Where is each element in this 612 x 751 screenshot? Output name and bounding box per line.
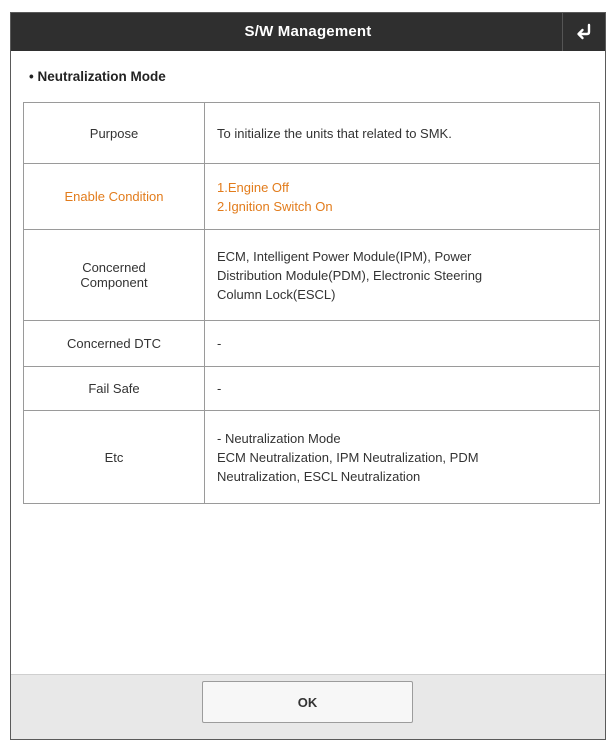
table-row [24,411,600,504]
title-bar [11,13,605,51]
sw-management-dialog [10,12,606,740]
row-value: 1.Engine Off 2.Ignition Switch On [205,164,600,230]
row-value: - [205,321,600,367]
dialog-footer [11,674,605,739]
table-row [24,230,600,321]
table-row [24,367,600,411]
row-key: Concerned Component [24,230,205,321]
row-key: Purpose [24,103,205,164]
dialog-title: S/W Management [244,23,372,40]
table-row [24,164,600,230]
table-row [24,321,600,367]
table-row [24,103,600,164]
info-table [23,102,600,504]
row-value: To initialize the units that related to SMK. [205,103,600,164]
row-key: Etc [24,411,205,504]
row-value: ECM, Intelligent Power Module(IPM), Power Distribution Module(PDM), Electronic Steering Column Lock(ESCL) [205,230,600,321]
section-label: • Neutralization Mode [29,69,166,84]
row-value: - Neutralization Mode ECM Neutralization, IPM Neutralization, PDM Neutralization, ESCL Neutralization [205,411,600,504]
row-value: - [205,367,600,411]
return-arrow-icon [575,23,593,41]
row-key: Fail Safe [24,367,205,411]
ok-button[interactable]: OK [202,681,413,723]
row-key: Enable Condition [24,164,205,230]
row-key: Concerned DTC [24,321,205,367]
back-button[interactable] [562,13,605,51]
